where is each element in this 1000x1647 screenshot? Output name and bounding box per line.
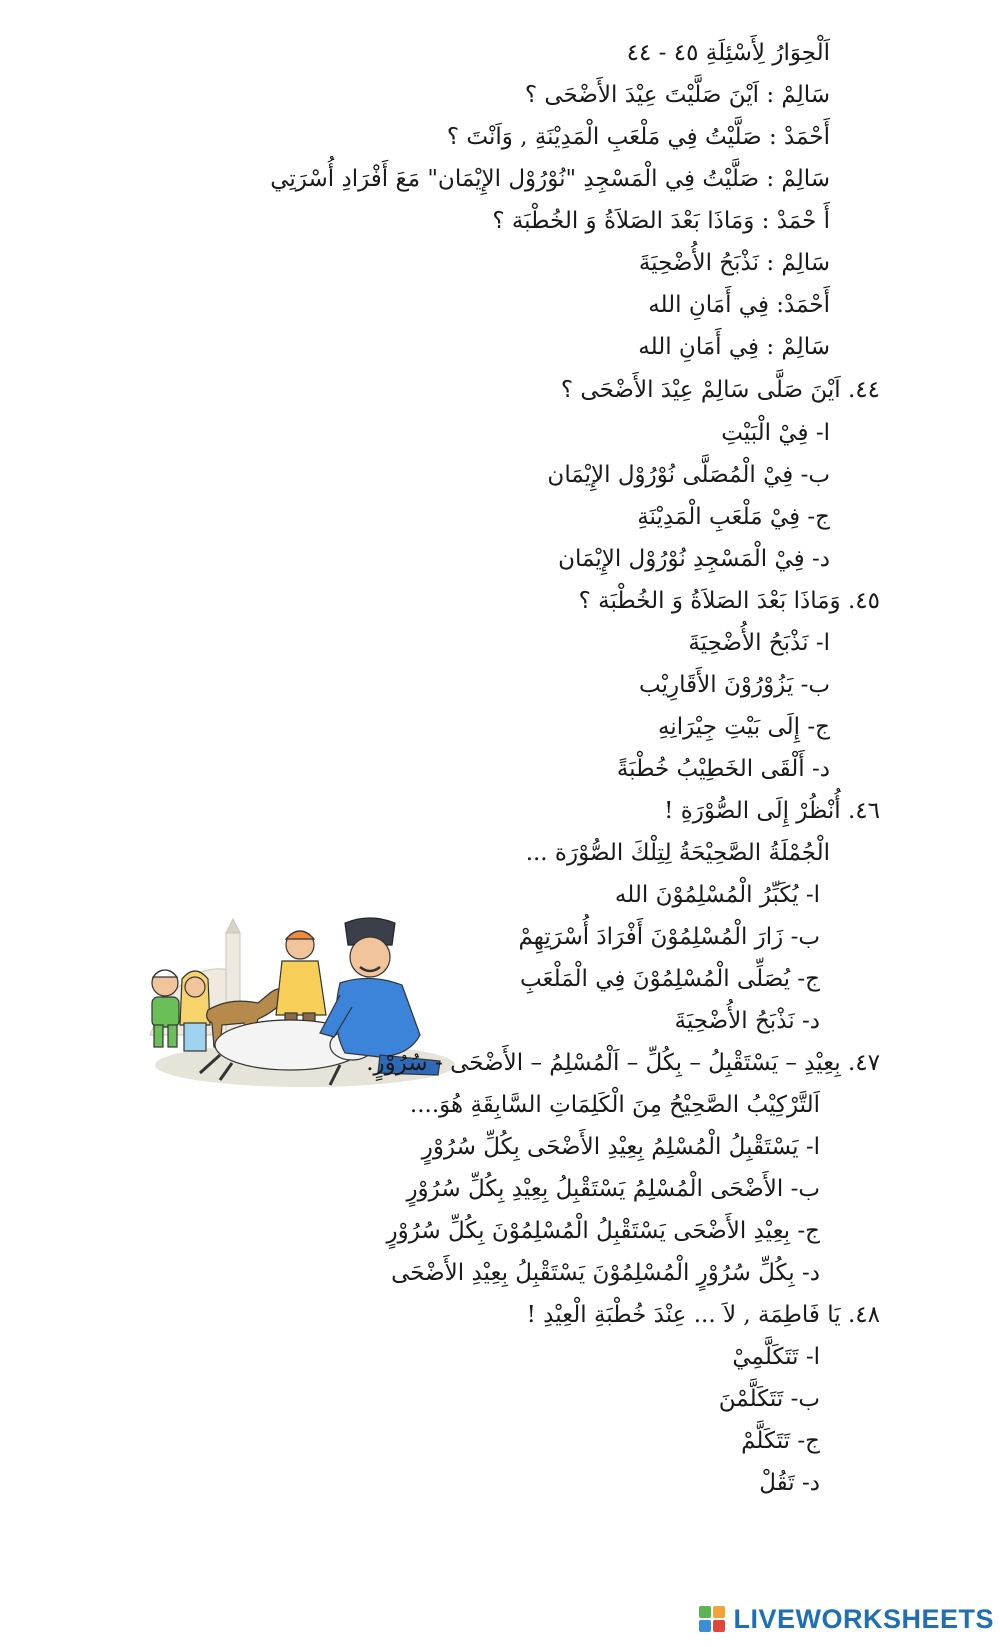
option-44-b[interactable]: ب- فِيْ الْمُصَلَّى نُوْرُوْل الإِيْمَان [547,462,830,488]
option-48-d[interactable]: د- تَقُلْ [759,1470,820,1496]
liveworksheets-logo [699,1599,994,1639]
dialog-line: أَحْمَدْ : صَلَّيْتُ فِي مَلْعَبِ الْمَدِيْنَةِ , وَاَنْتَ ؟ [446,124,830,150]
question-45: ٤٥. وَمَاذَا بَعْدَ الصَلاَةُ وَ الخُطْبَة ؟ [578,588,880,614]
option-46-d[interactable]: د- نَذْبَحُ الأُضْحِيَةَ [674,1008,820,1034]
question-47-prompt: اَلتَّرْكِيْبُ الصَّحِيْحُ مِنَ الْكَلِمَاتِ السَّابِقَةِ هُوَ.... [409,1092,820,1118]
option-44-c[interactable]: ج- فِيْ مَلْعَبِ الْمَدِيْنَةِ [637,504,830,530]
dialog-line: سَالِمْ : اَيْنَ صَلَّيْتَ عِيْدَ الأَضْحَى ؟ [524,82,830,108]
logo-squares-icon [699,1606,725,1632]
question-47: ٤٧. بِعِيْدِ – يَسْتَقْبِلُ – بِكُلِّ – اَلْمُسْلِمُ – الأَضْحَى - سُرُوْرٍ. [366,1050,880,1076]
option-44-d[interactable]: د- فِيْ الْمَسْجِدِ نُوْرُوْل الإِيْمَان [558,546,830,572]
dialog-line: سَالِمْ : فِي أَمَانِ الله [638,334,830,360]
question-48: ٤٨. يَا فَاطِمَة , لاَ ... عِنْدَ خُطْبَةِ الْعِيْدِ ! [526,1302,880,1328]
option-45-b[interactable]: ب- يَزُوْرُوْنَ الأَقَارِيْب [639,672,830,698]
dialog-line: سَالِمْ : نَذْبَحُ الأُضْحِيَةَ [638,250,830,276]
option-45-c[interactable]: ج- إِلَى بَيْتِ جِيْرَانِهِ [657,714,830,740]
logo-text: LIVEWORKSHEETS [733,1603,994,1634]
option-46-b[interactable]: ب- زَارَ الْمُسْلِمُوْنَ أَفْرَادَ أُسْرَتِهِمْ [518,924,820,950]
dialog-line: أَحْمَدْ: فِي أَمَانِ الله [648,292,830,318]
option-47-a[interactable]: ا- يَسْتَقْبِلُ الْمُسْلِمُ بِعِيْدِ الأَضْحَى بِكُلِّ سُرُوْرٍ [421,1134,820,1160]
option-48-b[interactable]: ب- تَتَكَلَّمْنَ [718,1386,820,1412]
option-45-a[interactable]: ا- نَذْبَحُ الأُضْحِيَةَ [688,630,830,656]
question-46: ٤٦. أُنْظُرْ إِلَى الصُّوْرَةِ ! [664,798,880,824]
option-44-a[interactable]: ا- فِيْ الْبَيْتِ [721,420,830,446]
option-46-a[interactable]: ا- يُكَبِّرُ الْمُسْلِمُوْنَ الله [614,882,820,908]
option-45-d[interactable]: د- أَلْقَى الخَطِيْبُ خُطْبَةً [616,756,830,782]
option-48-a[interactable]: ا- تَتَكَلَّمِيْ [732,1344,820,1370]
option-47-c[interactable]: ج- بِعِيْدِ الأَضْحَى يَسْتَقْبِلُ الْمُسْلِمُوْنَ بِكُلِّ سُرُوْرٍ [386,1218,820,1244]
question-46-prompt: الْجُمْلَةُ الصَّحِيْحَةُ لِتِلْكَ الصُّوْرَة ... [525,840,830,866]
dialog-line: سَالِمْ : صَلَّيْتُ فِي الْمَسْجِدِ "نُوْرُوْل الإِيْمَان" مَعَ أَفْرَادِ أُسْرَتِي [270,166,830,192]
question-44: ٤٤. اَيْنَ صَلَّى سَالِمْ عِيْدَ الأَضْحَى ؟ [560,377,880,403]
option-46-c[interactable]: ج- يُصَلِّى الْمُسْلِمُوْنَ فِي الْمَلْعَبِ [519,966,820,992]
option-47-b[interactable]: ب- الأَضْحَى الْمُسْلِمُ يَسْتَقْبِلُ بِعِيْدِ بِكُلِّ سُرُوْرٍ [406,1176,820,1202]
option-48-c[interactable]: ج- تَتَكَلَّمْ [741,1428,820,1454]
dialog-line: أَ حْمَدْ : وَمَاذَا بَعْدَ الصَلاَةُ وَ الخُطْبَة ؟ [492,208,830,234]
dialog-title: اَلْحِوَارُ لِأَسْئِلَةِ ٤٥ - ٤٤ [626,40,830,66]
option-47-d[interactable]: د- بِكُلِّ سُرُوْرٍ الْمُسْلِمُوْنَ يَسْتَقْبِلُ بِعِيْدِ الأَضْحَى [391,1260,820,1286]
